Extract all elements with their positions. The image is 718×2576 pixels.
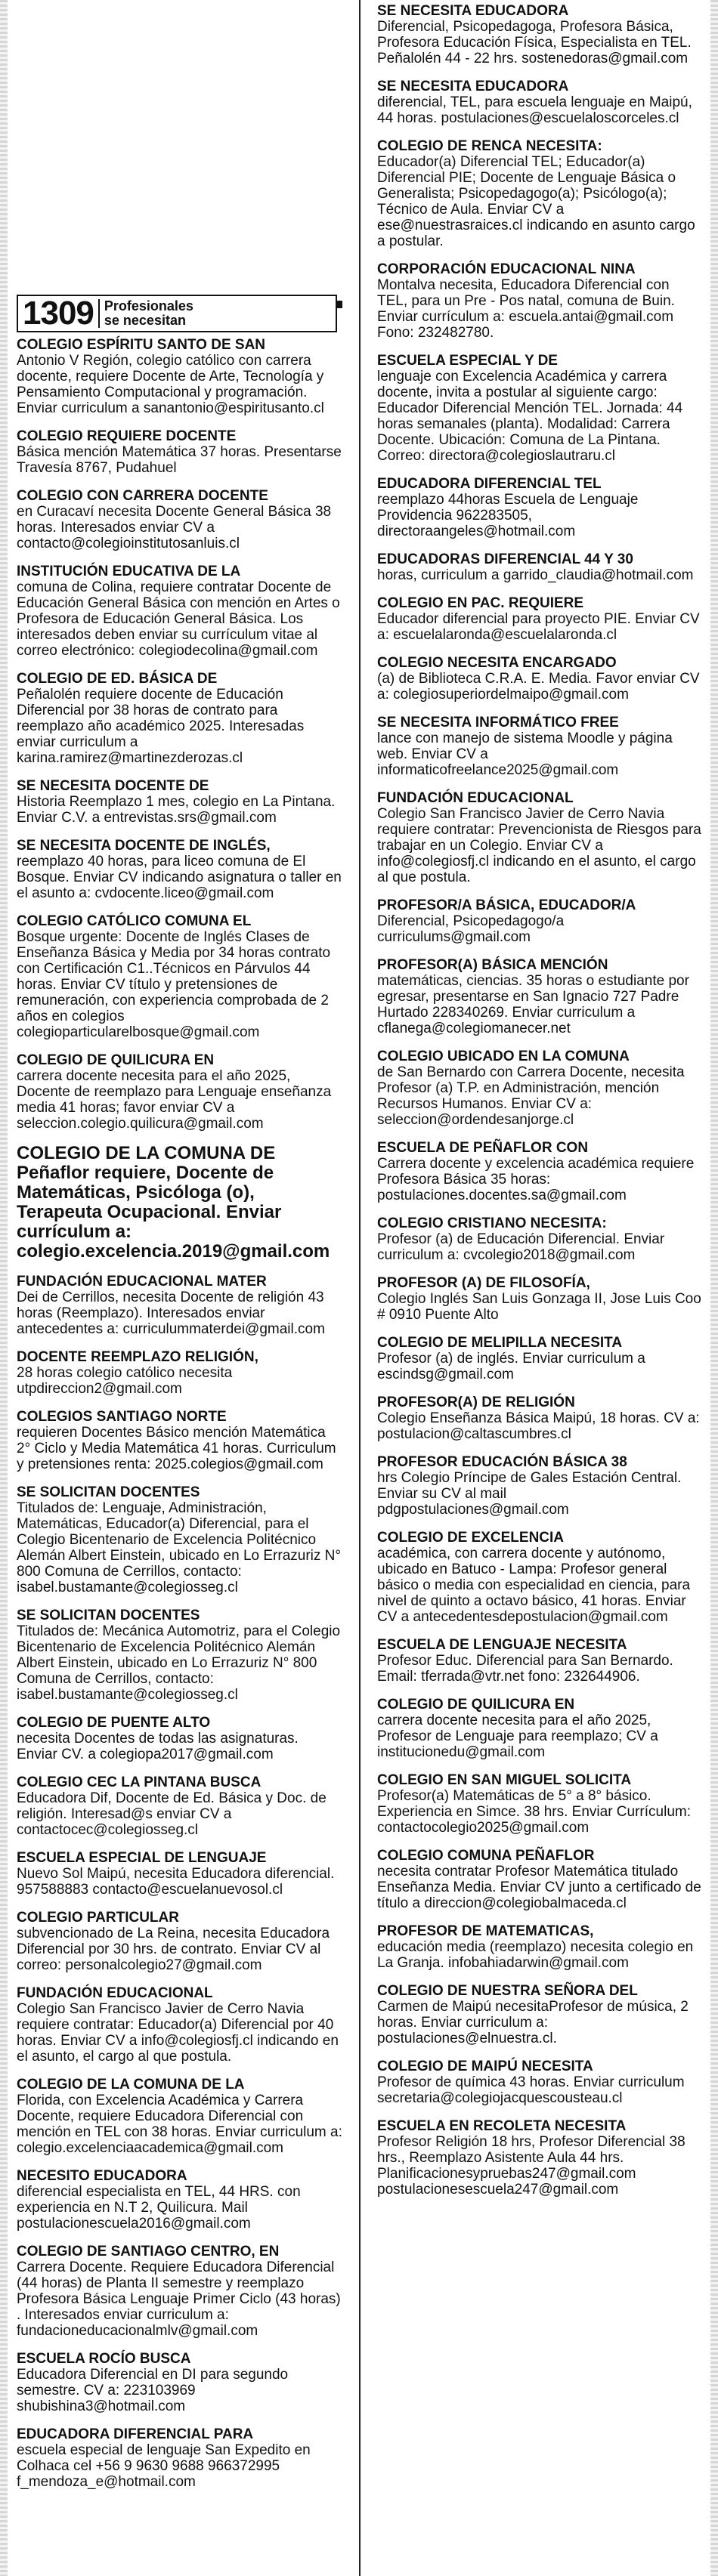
ad-body: lenguaje con Excelencia Académica y carrera docente, invita a postular al siguiente cargo: Educador Diferencial Mención TEL. Jornada: 44 horas semanales (planta). Modalidad: Carrera Docente. Ubicación: Comuna de La Pintana. Correo: directora@colegioslautraru.cl [377, 369, 683, 464]
ad-body: académica, con carrera docente y autónomo, ubicado en Batuco - Lampa: Profesor general básico o media con especialidad en ciencia, para nivel de quinto a octavo básico, 41 horas. Enviar CV a antecedentesdepostulacion@gmail.com [377, 1546, 691, 1625]
classified-ad [17, 1774, 342, 1838]
ad-body: reemplazo 40 horas, para liceo comuna de El Bosque. Enviar CV indicando asignatura o taller en el asunto a: cvdocente.liceo@gmail.com [17, 854, 342, 901]
classified-ad [377, 1275, 701, 1323]
ad-heading: COLEGIO CON CARRERA DOCENTE [17, 488, 268, 504]
classified-ad [377, 3, 701, 66]
classified-ad [377, 1215, 701, 1263]
ad-heading: COLEGIO DE ED. BÁSICA DE [17, 671, 218, 687]
ad-heading: SE SOLICITAN DOCENTES [17, 1608, 200, 1623]
classified-ad [377, 1923, 701, 1971]
classified-ad [17, 1052, 342, 1132]
ad-body: Peñaflor requiere, Docente de Matemáticas, Psicóloga (o), Terapeuta Ocupacional. Enviar currículum a: colegio.excelencia.2019@gmail.com [17, 1163, 330, 1262]
ad-body: Antonio V Región, colegio católico con carrera docente, requiere Docente de Arte, Tecnología y Pensamiento Computacional y programación. Enviar curriculum a sanantonio@espiritusanto.cl [17, 353, 324, 416]
ad-body: Titulados de: Mecánica Automotriz, para el Colegio Bicentenario de Excelencia Politécnico Alemán Albert Einstein, ubicado en Lo Errazuriz N° 800 Comuna de Cerrillos, contacto: isabel.bustamante@colegiosseg.cl [17, 1623, 341, 1703]
ad-heading: SE SOLICITAN DOCENTES [17, 1484, 200, 1500]
ad-heading: COLEGIO PARTICULAR [17, 1910, 179, 1926]
classified-ad [17, 2168, 342, 2232]
ad-body: Profesor (a) de Educación Diferencial. Enviar curriculum a: cvcolegio2018@gmail.com [377, 1231, 665, 1263]
ad-heading: ESCUELA DE LENGUAJE NECESITA [377, 1637, 627, 1653]
ad-body: diferencial, TEL, para escuela lenguaje en Maipú, 44 horas. postulaciones@escuelaloscorceles.cl [377, 94, 692, 126]
classified-ad [17, 671, 342, 766]
classified-ad [377, 138, 701, 249]
ad-body: Profesor de química 43 horas. Enviar curriculum secretaria@colegiojacquescousteau.cl [377, 2074, 685, 2106]
classified-ad [17, 428, 342, 476]
classified-ad [377, 655, 701, 703]
ad-body: Educador(a) Diferencial TEL; Educador(a) Diferencial PIE; Docente de Lenguaje Básica o Generalista; Psicopedagogo(a); Psicólogo(a); Técnico de Aula. Enviar CV a ese@nuestrasraices.cl indicando en asunto cargo a postular. [377, 154, 695, 249]
ad-heading: ESCUELA ESPECIAL DE LENGUAJE [17, 1850, 267, 1866]
ad-heading: COLEGIO CATÓLICO COMUNA EL [17, 913, 252, 929]
classified-ad [377, 897, 701, 945]
section-number: 1309 [23, 295, 94, 332]
classified-ad [17, 1910, 342, 1973]
classified-ad [17, 2351, 342, 2414]
left-ads-list [17, 337, 342, 2490]
ad-heading: EDUCADORAS DIFERENCIAL 44 Y 30 [377, 551, 633, 567]
ad-heading: PROFESOR(A) BÁSICA MENCIÓN [377, 957, 608, 973]
ad-heading: COLEGIO DE NUESTRA SEÑORA DEL [377, 1983, 638, 1999]
classified-ad [377, 1848, 701, 1911]
ad-body: Peñalolén requiere docente de Educación Diferencial por 38 horas de contrato para reemplazo año académico 2025. Interesadas enviar curriculum a karina.ramirez@martinezderozas.cl [17, 687, 305, 766]
classified-ad [17, 564, 342, 659]
ad-body: necesita Docentes de todas las asignaturas. Enviar CV. a colegiopa2017@gmail.com [17, 1731, 299, 1762]
ad-heading: DOCENTE REEMPLAZO RELIGIÓN, [17, 1349, 258, 1365]
ad-heading: NECESITO EDUCADORA [17, 2168, 187, 2184]
classified-ad [17, 1484, 342, 1595]
ad-heading: COLEGIOS SANTIAGO NORTE [17, 1409, 227, 1425]
ad-body: Profesor (a) de inglés. Enviar curriculum a escindsg@gmail.com [377, 1351, 645, 1382]
classified-ad [377, 715, 701, 778]
section-title-line2: se necesitan [104, 313, 186, 328]
ad-heading: COLEGIO DE MELIPILLA NECESITA [377, 1335, 623, 1351]
ad-heading: PROFESOR EDUCACIÓN BÁSICA 38 [377, 1454, 627, 1470]
classified-ad [17, 913, 342, 1040]
ad-body: Básica mención Matemática 37 horas. Presentarse Travesía 8767, Pudahuel [17, 444, 342, 476]
ad-body: Bosque urgente: Docente de Inglés Clases de Enseñanza Básica y Media por 34 horas contrato con Certificación C1..Técnicos en Párvulos 44 horas. Enviar CV título y pretensiones de remuneración, con experiencia comprobada de 2 años en colegios colegioparticularelbosque@gmail.com [17, 929, 331, 1040]
ad-body: Profesor(a) Matemáticas de 5° a 8° básico. Experiencia en Simce. 38 hrs. Enviar Currículum: contactocolegio2025@gmail.com [377, 1788, 691, 1836]
ad-body: Dei de Cerrillos, necesita Docente de religión 43 horas (Reemplazo). Interesados enviar antecedentes a: curriculummaterdei@gmail.com [17, 1290, 325, 1337]
ad-heading: COLEGIO DE QUILICURA EN [17, 1052, 215, 1068]
ad-body: carrera docente necesita para el año 2025, Docente de reemplazo para Lenguaje enseñanza media 41 horas; favor enviar CV a seleccion.colegio.quilicura@gmail.com [17, 1068, 332, 1132]
ad-heading: COLEGIO DE QUILICURA EN [377, 1697, 575, 1713]
ad-heading: COLEGIO ESPÍRITU SANTO DE SAN [17, 337, 266, 353]
classified-ad [377, 1530, 701, 1625]
ad-heading: FUNDACIÓN EDUCACIONAL [377, 790, 574, 806]
ad-body: matemáticas, ciencias. 35 horas o estudiante por egresar, presentarse en San Ignacio 727 Padre Hurtado 228340269. Enviar curriculum a cflanega@colegiomanecer.net [377, 973, 689, 1036]
ad-heading: COLEGIO DE LA COMUNA DE LA [17, 2077, 245, 2093]
ad-heading: COLEGIO COMUNA PEÑAFLOR [377, 1848, 595, 1864]
ad-body: subvencionado de La Reina, necesita Educadora Diferencial por 30 hrs. de contrato. Enviar CV al correo: personalcolegio27@gmail.com [17, 1926, 330, 1973]
ad-body: 28 horas colegio católico necesita utpdireccion2@gmail.com [17, 1365, 233, 1397]
ad-body: Historia Reemplazo 1 mes, colegio en La Pintana. Enviar C.V. a entrevistas.srs@gmail.com [17, 794, 336, 826]
classified-ad [17, 488, 342, 551]
ad-body: Educadora Dif, Docente de Ed. Básica y Doc. de religión. Interesad@s enviar CV a contactocec@colegiosseg.cl [17, 1790, 327, 1838]
ad-body: Colegio San Francisco Javier de Cerro Navia requiere contratar: Prevencionista de Riesgos para trabajar en un Colegio. Enviar CV a info@colegiosfj.cl indicando en el asunto, el cargo al que postula. [377, 806, 701, 885]
right-column [359, 0, 718, 2576]
ad-heading: SE NECESITA EDUCADORA [377, 3, 569, 19]
ad-heading: COLEGIO UBICADO EN LA COMUNA [377, 1049, 630, 1064]
ad-heading: PROFESOR (A) DE FILOSOFÍA, [377, 1275, 590, 1291]
classified-ad [17, 1715, 342, 1762]
ad-heading: FUNDACIÓN EDUCACIONAL [17, 1985, 213, 2001]
classified-ad [17, 1850, 342, 1898]
classified-ad [17, 2077, 342, 2156]
ad-heading: COLEGIO EN SAN MIGUEL SOLICITA [377, 1772, 632, 1788]
section-header [17, 281, 342, 332]
classified-ad [377, 1697, 701, 1760]
ad-body: escuela especial de lenguaje San Expedito en Colhaca cel +56 9 9630 9688 966372995 f_mendoza_e@hotmail.com [17, 2442, 311, 2490]
right-ads-list [377, 3, 701, 2198]
classified-ad [377, 551, 701, 583]
classified-ad [377, 1983, 701, 2046]
classified-ad [17, 1349, 342, 1397]
ad-heading: ESCUELA EN RECOLETA NECESITA [377, 2118, 627, 2134]
ad-heading: SE NECESITA DOCENTE DE [17, 778, 209, 794]
ad-body: diferencial especialista en TEL, 44 HRS. con experiencia en N.T 2, Quilicura. Mail postulacionescuela2016@gmail.com [17, 2184, 301, 2232]
left-page-edge [0, 0, 8, 2576]
ad-body: Titulados de: Lenguaje, Administración, Matemáticas, Educador(a) Diferencial, para el Colegio Bicentenario de Excelencia Politécnico Alemán Albert Einstein, ubicado en Lo Errazuriz N° 800 Comuna de Cerrillos, contacto: isabel.bustamante@colegiosseg.cl [17, 1500, 341, 1595]
classified-ad [377, 261, 701, 341]
classified-ad [17, 778, 342, 826]
ad-heading: COLEGIO REQUIERE DOCENTE [17, 428, 237, 444]
ad-body: de San Bernardo con Carrera Docente, necesita Profesor (a) T.P. en Administración, mención Recursos Humanos. Enviar CV a: seleccion@ordendesanjorge.cl [377, 1064, 685, 1128]
ad-heading: SE NECESITA EDUCADORA [377, 79, 569, 94]
classified-ad [377, 476, 701, 539]
ad-body: Florida, con Excelencia Académica y Carrera Docente, requiere Educadora Diferencial con mención en TEL con 38 horas. Enviar curriculum a: colegio.excelenciaacademica@gmail.com [17, 2093, 342, 2156]
classified-ad [377, 353, 701, 464]
ad-heading: CORPORACIÓN EDUCACIONAL NINA [377, 261, 636, 277]
classified-ad [377, 1772, 701, 1836]
ad-heading: COLEGIO DE SANTIAGO CENTRO, EN [17, 2244, 280, 2259]
ad-body: Educador diferencial para proyecto PIE. Enviar CV a: escuelalaronda@escuelalaronda.cl [377, 611, 700, 643]
ad-heading: COLEGIO DE LA COMUNA DE [17, 1143, 276, 1163]
section-header-box [17, 295, 337, 332]
ad-heading: COLEGIO EN PAC. REQUIERE [377, 595, 584, 611]
ad-body: horas, curriculum a garrido_claudia@hotmail.com [377, 567, 694, 583]
ad-body: Carrera docente y excelencia académica requiere Profesora Básica 35 horas: postulaciones.docentes.sa@gmail.com [377, 1156, 695, 1203]
classified-ad [17, 337, 342, 416]
ad-body: comuna de Colina, requiere contratar Docente de Educación General Básica con mención en Artes o Profesora de Educación General Básica. Los interesados deben enviar su currículum vitae al correo electrónico: colegiodecolina@gmail.com [17, 579, 340, 659]
classified-ad [377, 957, 701, 1036]
ad-heading: ESCUELA DE PEÑAFLOR CON [377, 1140, 589, 1156]
ad-body: lance con manejo de sistema Moodle y página web. Enviar CV a informaticofreelance2025@gmail.com [377, 730, 673, 778]
ad-heading: PROFESOR/A BÁSICA, EDUCADOR/A [377, 897, 636, 913]
ad-heading: ESCUELA ROCÍO BUSCA [17, 2351, 191, 2367]
ad-body: Carrera Docente. Requiere Educadora Diferencial (44 horas) de Planta II semestre y reemplazo Profesora Básica Lenguaje Primer Ciclo (43 horas) . Interesados enviar curriculum a: fundacioneducacionalmlv@gmail.com [17, 2259, 341, 2339]
classified-ad [377, 1454, 701, 1518]
classified-ad [377, 1140, 701, 1203]
ad-heading: COLEGIO CRISTIANO NECESITA: [377, 1215, 607, 1231]
classified-ad [377, 1637, 701, 1685]
ad-body: Nuevo Sol Maipú, necesita Educadora diferencial. 957588883 contacto@escuelanuevosol.cl [17, 1866, 335, 1898]
ad-body: reemplazo 44horas Escuela de Lenguaje Providencia 962283505, directoraangeles@hotmail.com [377, 492, 639, 539]
classified-ad [377, 2059, 701, 2106]
ad-heading: SE NECESITA INFORMÁTICO FREE [377, 715, 619, 730]
classified-ad [377, 1049, 701, 1128]
ad-heading: PROFESOR(A) DE RELIGIÓN [377, 1395, 575, 1410]
classified-ad [17, 2426, 342, 2490]
classified-ad [17, 2244, 342, 2339]
right-page-edge [710, 0, 718, 2576]
ad-body: Montalva necesita, Educadora Diferencial con TEL, para un Pre - Pos natal, comuna de Buin. Enviar currículum a: escuela.antai@gmail.com Fono: 232482780. [377, 277, 675, 341]
classified-ad [17, 1985, 342, 2065]
ad-body: carrera docente necesita para el año 2025, Profesor de Lenguaje para reemplazo; CV a institucionedu@gmail.com [377, 1713, 658, 1760]
ad-heading: EDUCADORA DIFERENCIAL TEL [377, 476, 602, 492]
ad-body: Profesor Educ. Diferencial para San Bernardo. Email: tferrada@vtr.net fono: 232644906. [377, 1653, 673, 1685]
ad-body: requieren Docentes Básico mención Matemática 2° Ciclo y Media Matemática 41 horas. Curriculum y pretensiones renta: 2025.colegios@gmail.com [17, 1425, 336, 1472]
ad-heading: FUNDACIÓN EDUCACIONAL MATER [17, 1274, 267, 1290]
ad-heading: COLEGIO CEC LA PINTANA BUSCA [17, 1774, 262, 1790]
ad-body: Carmen de Maipú necesitaProfesor de música, 2 horas. Enviar curriculum a: postulaciones@elnuestra.cl. [377, 1999, 689, 2046]
ad-heading: PROFESOR DE MATEMATICAS, [377, 1923, 594, 1939]
ad-body: educación media (reemplazo) necesita colegio en La Granja. infobahiadarwin@gmail.com [377, 1939, 694, 1971]
classified-ad [17, 1608, 342, 1703]
section-title [98, 299, 193, 328]
ad-heading: EDUCADORA DIFERENCIAL PARA [17, 2426, 254, 2442]
ad-body: hrs Colegio Príncipe de Gales Estación Central. Enviar su CV al mail pdgpostulaciones@gmail.com [377, 1470, 682, 1518]
ad-body: Colegio Inglés San Luis Gonzaga II, Jose Luis Coo # 0910 Puente Alto [377, 1291, 701, 1323]
classified-ad [377, 595, 701, 643]
classified-ad [17, 1144, 342, 1262]
ad-heading: COLEGIO NECESITA ENCARGADO [377, 655, 617, 671]
ad-heading: ESCUELA ESPECIAL Y DE [377, 353, 558, 369]
ad-body: en Curacaví necesita Docente General Básica 38 horas. Interesados enviar CV a contacto@colegioinstitutosanluis.cl [17, 504, 332, 551]
classified-ad [377, 1335, 701, 1382]
ad-heading: COLEGIO DE EXCELENCIA [377, 1530, 565, 1546]
classified-ad [377, 2118, 701, 2198]
ad-heading: COLEGIO DE MAIPÚ NECESITA [377, 2059, 593, 2074]
ad-heading: SE NECESITA DOCENTE DE INGLÉS, [17, 838, 271, 854]
ad-body: Profesor Religión 18 hrs, Profesor Diferencial 38 hrs., Reemplazo Asistente Aula 44 hrs. Planificacionesypruebas247@gmail.com postulacionesescuela247@gmail.com [377, 2134, 686, 2198]
classified-ad [17, 1274, 342, 1337]
classified-ad [17, 838, 342, 901]
classified-ad [17, 1409, 342, 1472]
ad-body: Educadora Diferencial en DI para segundo semestre. CV a: 223103969 shubishina3@hotmail.com [17, 2367, 289, 2414]
ad-heading: COLEGIO DE RENCA NECESITA: [377, 138, 602, 154]
classified-ad [377, 79, 701, 126]
ad-body: Diferencial, Psicopedagoga, Profesora Básica, Profesora Educación Física, Especialista en TEL. Peñalolén 44 - 22 hrs. sostenedoras@gmail.com [377, 19, 692, 66]
classified-ad [377, 790, 701, 885]
ad-heading: INSTITUCIÓN EDUCATIVA DE LA [17, 564, 241, 579]
ad-body: (a) de Biblioteca C.R.A. E. Media. Favor enviar CV a: colegiosuperiordelmaipo@gmail.com [377, 671, 700, 703]
ad-body: necesita contratar Profesor Matemática titulado Enseñanza Media. Enviar CV junto a certificado de título a direccion@colegiobalmaceda.cl [377, 1864, 701, 1911]
section-title-line1: Profesionales [104, 298, 193, 314]
ad-body: Diferencial, Psicopedagogo/a curriculums@gmail.com [377, 913, 565, 945]
ad-body: Colegio San Francisco Javier de Cerro Navia requiere contratar: Educador(a) Diferencial por 40 horas. Enviar CV a info@colegiosfj.cl indicando en el asunto, el cargo al que postula. [17, 2001, 339, 2065]
classified-ad [377, 1395, 701, 1442]
ad-heading: COLEGIO DE PUENTE ALTO [17, 1715, 211, 1731]
ad-body: Colegio Enseñanza Básica Maipú, 18 horas. CV a: postulacion@caltascumbres.cl [377, 1410, 700, 1442]
